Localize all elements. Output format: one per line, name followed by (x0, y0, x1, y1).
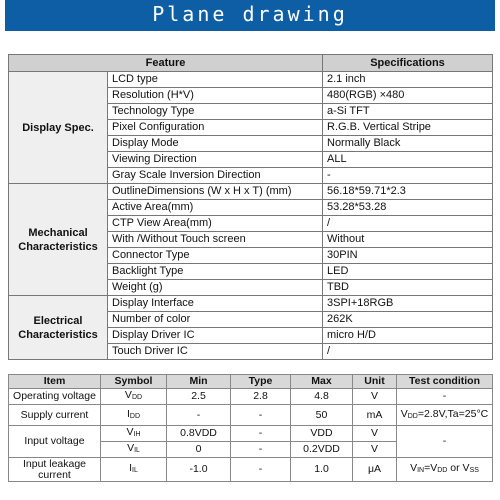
table-row (9, 389, 493, 405)
spec-label: Touch Driver IC (108, 344, 323, 360)
page-title: Plane drawing (5, 0, 495, 31)
spec-label: Backlight Type (108, 264, 323, 280)
item-cell: Supply current (9, 405, 101, 426)
symbol-sub: DD (129, 412, 141, 420)
symbol-cell (101, 458, 167, 482)
spec-value: 30PIN (323, 248, 493, 264)
condition-sub: DD (407, 412, 418, 420)
spec-row (9, 72, 493, 88)
spec-label: With /Without Touch screen (108, 232, 323, 248)
symbol-main: I (126, 407, 130, 420)
spec-label: LCD type (108, 72, 323, 88)
spec-value: micro H/D (323, 328, 493, 344)
condition-cell: - (397, 426, 493, 458)
spec-label: Weight (g) (108, 280, 323, 296)
symbol-cell (101, 389, 167, 405)
condition-sub: IN (417, 467, 425, 474)
spec-value: ALL (323, 152, 493, 168)
spec-value: Normally Black (323, 136, 493, 152)
item-cell: Input leakage current (9, 458, 101, 482)
col-symbol: Symbol (101, 375, 167, 389)
max-cell: 4.8 (291, 389, 353, 405)
spec-value: Without (323, 232, 493, 248)
symbol-cell (101, 442, 167, 458)
specifications-header: Specifications (323, 55, 493, 72)
spec-label: Resolution (H*V) (108, 88, 323, 104)
spec-value: 262K (323, 312, 493, 328)
symbol-cell (101, 405, 167, 426)
spec-value: / (323, 344, 493, 360)
spec-value: 3SPI+18RGB (323, 296, 493, 312)
spec-value: - (323, 168, 493, 184)
symbol-sub: IL (132, 467, 138, 474)
spec-value: TBD (323, 280, 493, 296)
item-cell: Operating voltage (9, 389, 101, 405)
condition-or: or V (447, 462, 470, 474)
spec-table (8, 54, 493, 360)
condition-sub3: SS (469, 467, 479, 474)
spec-label: Gray Scale Inversion Direction (108, 168, 323, 184)
symbol-main: V (127, 442, 135, 454)
spec-label: Number of color (108, 312, 323, 328)
spec-row (9, 296, 493, 312)
col-max: Max (291, 375, 353, 389)
electrical-table (8, 374, 493, 482)
spec-label: Technology Type (108, 104, 323, 120)
spec-row (9, 184, 493, 200)
type-cell: - (231, 426, 291, 442)
spec-value: LED (323, 264, 493, 280)
min-cell: 0 (167, 442, 231, 458)
spec-label: Display Driver IC (108, 328, 323, 344)
spec-value: a-Si TFT (323, 104, 493, 120)
unit-cell: V (353, 442, 397, 458)
min-cell: -1.0 (167, 458, 231, 482)
symbol-sub: DD (131, 394, 143, 401)
spec-label: Display Interface (108, 296, 323, 312)
unit-cell: V (353, 426, 397, 442)
condition-main: V (410, 462, 418, 474)
type-cell: - (231, 405, 291, 426)
condition-main: V (400, 407, 408, 420)
spec-value: 53.28*53.28 (323, 200, 493, 216)
spec-label: CTP View Area(mm) (108, 216, 323, 232)
condition-rest: =2.8V,Ta=25°C (417, 407, 489, 420)
max-cell: 0.2VDD (291, 442, 353, 458)
condition-cell: - (397, 389, 493, 405)
max-cell: VDD (291, 426, 353, 442)
col-min: Min (167, 375, 231, 389)
table-row (9, 426, 493, 442)
type-cell: - (231, 442, 291, 458)
symbol-main: I (129, 462, 133, 474)
unit-cell: V (353, 389, 397, 405)
min-cell: 0.8VDD (167, 426, 231, 442)
spec-value: / (323, 216, 493, 232)
type-cell: - (231, 458, 291, 482)
spec-value: R.G.B. Vertical Stripe (323, 120, 493, 136)
min-cell: - (167, 405, 231, 426)
spec-label: Connector Type (108, 248, 323, 264)
table-row (9, 458, 493, 482)
condition-sub2: DD (437, 467, 448, 474)
spec-label: Pixel Configuration (108, 120, 323, 136)
symbol-sub: IH (133, 431, 141, 438)
spec-label: Viewing Direction (108, 152, 323, 168)
min-cell: 2.5 (167, 389, 231, 405)
symbol-main: V (124, 389, 132, 401)
unit-cell: mA (353, 405, 397, 426)
group-electrical: Electrical Characteristics (9, 296, 108, 360)
symbol-cell (101, 426, 167, 442)
col-item: Item (9, 375, 101, 389)
spec-label: Active Area(mm) (108, 200, 323, 216)
group-mechanical: Mechanical Characteristics (9, 184, 108, 296)
spec-header-row (9, 55, 493, 72)
col-unit: Unit (353, 375, 397, 389)
max-cell: 50 (291, 405, 353, 426)
table-row (9, 405, 493, 426)
col-type: Type (231, 375, 291, 389)
condition-mid: =V (424, 462, 438, 474)
col-test-condition: Test condition (397, 375, 493, 389)
condition-cell (397, 458, 493, 482)
spec-label: OutlineDimensions (W x H x T) (mm) (108, 184, 323, 200)
type-cell: 2.8 (231, 389, 291, 405)
condition-cell (397, 405, 493, 426)
group-display-spec: Display Spec. (9, 72, 108, 184)
spec-value: 56.18*59.71*2.3 (323, 184, 493, 200)
spec-value: 480(RGB) ×480 (323, 88, 493, 104)
electrical-header-row (9, 375, 493, 389)
spec-label: Display Mode (108, 136, 323, 152)
symbol-sub: IL (134, 447, 140, 454)
max-cell: 1.0 (291, 458, 353, 482)
feature-header: Feature (9, 55, 323, 72)
symbol-main: V (126, 426, 134, 438)
unit-cell: μA (353, 458, 397, 482)
item-cell: Input voltage (9, 426, 101, 458)
spec-value: 2.1 inch (323, 72, 493, 88)
